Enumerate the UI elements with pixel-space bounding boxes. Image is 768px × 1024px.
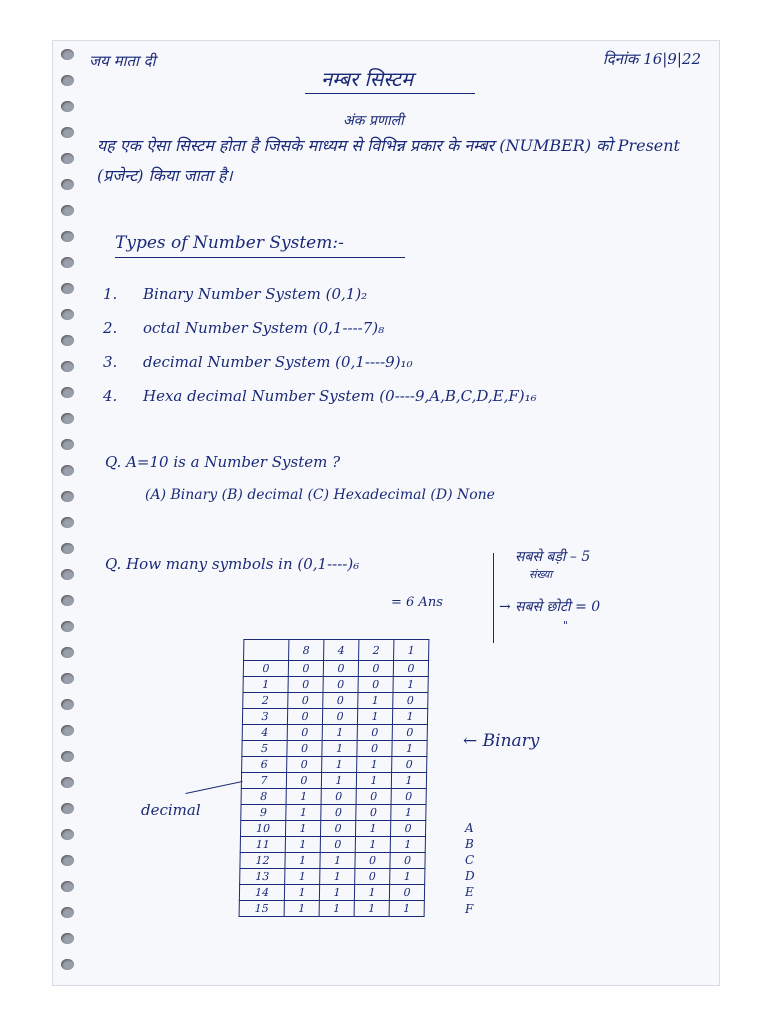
decimal-annotation: decimal (141, 801, 201, 819)
decimal-cell: 4 (242, 725, 287, 741)
types-underline (115, 257, 405, 258)
table-header-cell: 1 (394, 640, 429, 661)
decimal-cell: 0 (243, 661, 288, 677)
binary-cell: 1 (354, 901, 389, 917)
binary-cell: 1 (391, 773, 426, 789)
binary-table (239, 639, 430, 917)
binary-cell: 1 (285, 837, 320, 853)
binary-cell: 0 (356, 789, 391, 805)
binary-cell: 0 (287, 709, 322, 725)
binary-cell: 1 (321, 773, 356, 789)
annotation-largest: सबसे बड़ी – 5 (515, 549, 591, 565)
table-header-cell: 4 (324, 640, 359, 661)
question-1: Q. A=10 is a Number System ? (105, 453, 341, 471)
decimal-cell: 11 (240, 837, 285, 853)
intro-paragraph: यह एक ऐसा सिस्टम होता है जिसके माध्यम से विभिन्न प्रकार के नम्बर (NUMBER) को Present (प्रजेन्ट) किया जाता है। (97, 136, 680, 185)
binary-cell: 1 (393, 677, 428, 693)
binary-cell: 1 (286, 789, 321, 805)
table-row (243, 661, 428, 677)
binary-cell: 1 (356, 773, 391, 789)
page-title: नम्बर सिस्टम (321, 67, 414, 91)
question-1-options: (A) Binary (B) decimal (C) Hexadecimal (D) None (145, 487, 495, 503)
binary-cell: 1 (285, 853, 320, 869)
binary-cell: 1 (357, 757, 392, 773)
list-item: 4. Hexa decimal Number System (0----9,A,B,C,D,E,F)₁₆ (103, 387, 537, 405)
list-item: 3. decimal Number System (0,1----9)₁₀ (103, 353, 413, 371)
table-row (240, 853, 425, 869)
spiral-hole (61, 803, 74, 814)
binary-cell: 1 (392, 709, 427, 725)
binary-cell: 1 (355, 821, 390, 837)
table-header-row (244, 640, 429, 661)
spiral-hole (61, 881, 74, 892)
binary-cell: 1 (358, 693, 393, 709)
binary-cell: 0 (390, 821, 425, 837)
binary-cell: 1 (320, 853, 355, 869)
decimal-cell: 5 (242, 741, 287, 757)
hex-label: E (465, 885, 474, 900)
binary-cell: 0 (321, 789, 356, 805)
spiral-hole (61, 361, 74, 372)
binary-cell: 1 (320, 869, 355, 885)
decimal-cell: 12 (240, 853, 285, 869)
spiral-hole (61, 777, 74, 788)
notebook-page (52, 40, 720, 986)
spiral-hole (61, 257, 74, 268)
spiral-hole (61, 439, 74, 450)
binary-cell: 1 (322, 757, 357, 773)
table-row (242, 757, 427, 773)
binary-cell: 0 (321, 805, 356, 821)
binary-cell: 1 (322, 725, 357, 741)
binary-cell: 1 (286, 805, 321, 821)
binary-cell: 1 (322, 741, 357, 757)
spiral-hole (61, 933, 74, 944)
spiral-hole (61, 309, 74, 320)
binary-cell: 0 (393, 693, 428, 709)
binary-cell: 0 (287, 741, 322, 757)
binary-cell: 0 (389, 885, 424, 901)
spiral-hole (61, 517, 74, 528)
annotation-smallest: → सबसे छोटी = 0 (499, 599, 601, 615)
spiral-hole (61, 205, 74, 216)
binary-cell: 0 (323, 677, 358, 693)
binary-cell: 1 (354, 885, 389, 901)
spiral-hole (61, 699, 74, 710)
binary-cell: 1 (319, 901, 354, 917)
spiral-hole (61, 595, 74, 606)
divider-line (493, 553, 494, 643)
binary-cell: 0 (392, 757, 427, 773)
table-header-cell: 8 (289, 640, 324, 661)
spiral-hole (61, 283, 74, 294)
decimal-cell: 10 (240, 821, 285, 837)
table-header-cell: 2 (359, 640, 394, 661)
decimal-cell: 8 (241, 789, 286, 805)
binary-cell: 1 (284, 901, 319, 917)
table-row (240, 821, 425, 837)
table-row (241, 805, 426, 821)
decimal-cell: 6 (242, 757, 287, 773)
table-row (240, 837, 425, 853)
spiral-hole (61, 569, 74, 580)
binary-cell: 0 (287, 757, 322, 773)
binary-cell: 1 (390, 869, 425, 885)
spiral-hole (61, 127, 74, 138)
table-row (241, 773, 426, 789)
binary-cell: 0 (286, 773, 321, 789)
spiral-hole (61, 855, 74, 866)
binary-cell: 1 (357, 709, 392, 725)
binary-cell: 1 (319, 885, 354, 901)
table-row (243, 693, 428, 709)
decimal-cell: 14 (239, 885, 284, 901)
binary-cell: 1 (392, 741, 427, 757)
binary-cell: 1 (389, 901, 424, 917)
table-header-cell (244, 640, 289, 661)
table-row (240, 869, 425, 885)
binary-cell: 1 (284, 885, 319, 901)
hex-label: B (465, 837, 474, 852)
decimal-cell: 13 (240, 869, 285, 885)
title-underline (305, 93, 475, 94)
binary-annotation: ← Binary (463, 731, 540, 751)
spiral-hole (61, 725, 74, 736)
binary-cell: 1 (390, 837, 425, 853)
decimal-cell: 2 (243, 693, 288, 709)
spiral-hole (61, 75, 74, 86)
binary-cell: 0 (323, 661, 358, 677)
spiral-hole (61, 907, 74, 918)
hex-label: F (465, 901, 474, 916)
binary-cell: 0 (355, 869, 390, 885)
binary-cell: 0 (391, 789, 426, 805)
question-2: Q. How many symbols in (0,1----)₆ (105, 555, 360, 573)
spiral-hole (61, 387, 74, 398)
binary-cell: 0 (355, 853, 390, 869)
binary-cell: 0 (322, 709, 357, 725)
annotation-largest-sub: संख्या (529, 568, 553, 581)
decimal-cell: 7 (241, 773, 286, 789)
header-date: दिनांक 16|9|22 (602, 50, 701, 68)
binary-cell: 0 (320, 821, 355, 837)
spiral-hole (61, 335, 74, 346)
binary-cell: 1 (285, 821, 320, 837)
question-2-answer: = 6 Ans (391, 595, 443, 610)
binary-cell: 0 (393, 661, 428, 677)
hex-label: D (465, 869, 475, 884)
binary-cell: 0 (288, 693, 323, 709)
spiral-hole (61, 751, 74, 762)
types-list (103, 277, 537, 413)
spiral-hole (61, 465, 74, 476)
header-left-note: जय माता दी (89, 52, 156, 70)
table-row (242, 725, 427, 741)
binary-cell: 1 (391, 805, 426, 821)
binary-cell: 0 (358, 677, 393, 693)
table-row (242, 741, 427, 757)
hex-label: A (465, 821, 474, 835)
binary-cell: 0 (357, 741, 392, 757)
spiral-hole (61, 231, 74, 242)
spiral-hole (61, 621, 74, 632)
table-row (239, 885, 424, 901)
decimal-cell: 1 (243, 677, 288, 693)
spiral-hole (61, 101, 74, 112)
decimal-cell: 15 (239, 901, 284, 917)
table-row (242, 709, 427, 725)
spiral-hole (61, 829, 74, 840)
binary-cell: 0 (323, 693, 358, 709)
annotation-smallest-sub: " (563, 619, 569, 632)
binary-cell: 0 (357, 725, 392, 741)
decimal-cell: 3 (242, 709, 287, 725)
binary-cell: 0 (392, 725, 427, 741)
binary-cell: 0 (320, 837, 355, 853)
hex-label: C (465, 853, 475, 868)
page-subtitle: अंक प्रणाली (343, 113, 404, 129)
table-row (243, 677, 428, 693)
binary-cell: 0 (288, 661, 323, 677)
binary-cell: 0 (390, 853, 425, 869)
binary-cell: 0 (287, 725, 322, 741)
list-item: 1. Binary Number System (0,1)₂ (103, 285, 368, 303)
table-row (239, 901, 424, 917)
spiral-hole (61, 413, 74, 424)
binary-cell: 0 (358, 661, 393, 677)
binary-cell: 1 (355, 837, 390, 853)
binary-cell: 0 (288, 677, 323, 693)
spiral-hole (61, 49, 74, 60)
spiral-hole (61, 153, 74, 164)
types-heading: Types of Number System:- (115, 233, 344, 253)
list-item: 2. octal Number System (0,1----7)₈ (103, 319, 385, 337)
decimal-arrow (186, 781, 243, 794)
spiral-hole (61, 543, 74, 554)
spiral-hole (61, 647, 74, 658)
spiral-hole (61, 491, 74, 502)
spiral-hole (61, 959, 74, 970)
binary-cell: 1 (285, 869, 320, 885)
spiral-hole (61, 179, 74, 190)
decimal-cell: 9 (241, 805, 286, 821)
table-row (241, 789, 426, 805)
binary-cell: 0 (356, 805, 391, 821)
spiral-hole (61, 673, 74, 684)
